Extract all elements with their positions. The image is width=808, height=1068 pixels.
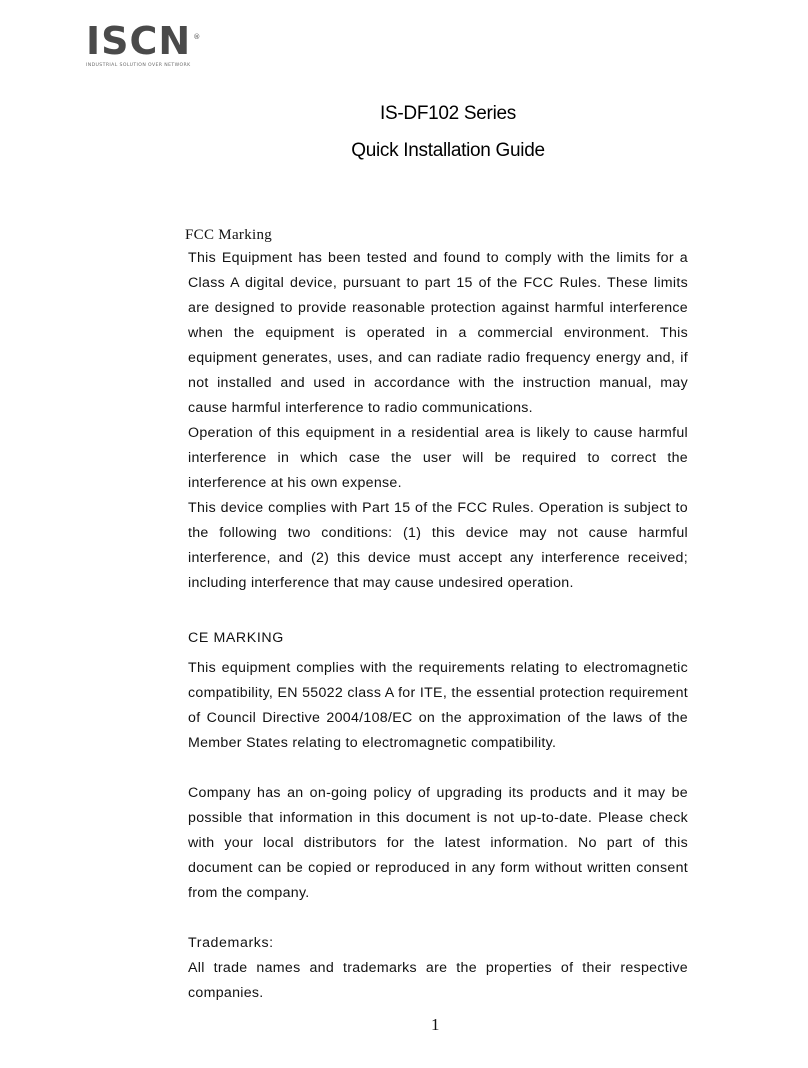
document-title: IS-DF102 Series (380, 103, 516, 124)
ce-paragraph: This equipment complies with the requirements relating to electromagnetic compatibility, EN 55022 class A for ITE, the essential protection requirement of Council Directive 2004/108/EC on the approximation of the laws of the Member States relating to electromagnetic compatibility. (188, 660, 688, 751)
page-number: 1 (431, 1015, 440, 1034)
trademarks-text: All trade names and trademarks are the properties of their respective companies. (188, 960, 688, 1001)
document-subtitle: Quick Installation Guide (351, 140, 545, 161)
company-policy-paragraph: Company has an on-going policy of upgrading its products and it may be possible that information in this document is not up-to-date. Please check with your local distributors for the latest information. No part of this document can be copied or reproduced in any form without written consent from the company. (188, 785, 688, 901)
fcc-paragraph-3: This device complies with Part 15 of the FCC Rules. Operation is subject to the following two conditions: (1) this device may not cause harmful interference, and (2) this device must accept any interference received; including interference that may cause undesired operation. (188, 500, 688, 591)
logo-registered-mark: ® (193, 33, 202, 41)
fcc-heading: FCC Marking (185, 227, 273, 243)
document-body (185, 224, 688, 1006)
fcc-paragraph-1: This Equipment has been tested and found to comply with the limits for a Class A digital device, pursuant to part 15 of the FCC Rules. These limits are designed to provide reasonable protection against harmful interference when the equipment is operated in a commercial environment. This equipment generates, uses, and can radiate radio frequency energy and, if not installed and used in accordance with the instruction manual, may cause harmful interference to radio communications. (188, 250, 688, 416)
isCN-logo (86, 18, 212, 68)
fcc-paragraph-2: Operation of this equipment in a residential area is likely to cause harmful interference in which case the user will be required to correct the interference at his own expense. (188, 425, 688, 491)
logo-tagline: INDUSTRIAL SOLUTION OVER NETWORK (86, 63, 191, 68)
logo-word: ISCN (86, 19, 192, 63)
trademarks-heading: Trademarks: (188, 935, 274, 951)
logo-wordmark (86, 18, 212, 63)
ce-heading: CE MARKING (188, 630, 284, 646)
